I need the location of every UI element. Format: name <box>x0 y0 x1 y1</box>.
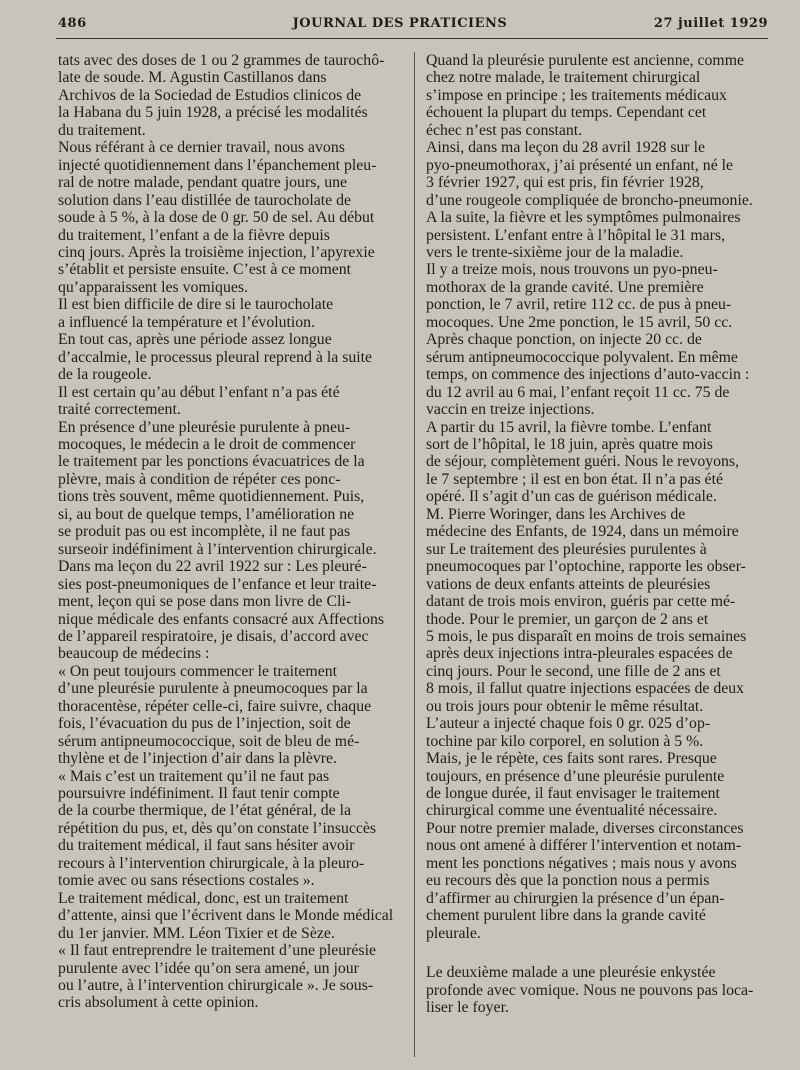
text-line: ou l’autre, à l’intervention chirurgicale ». Je sous- <box>58 977 374 995</box>
text-line: 8 mois, il fallut quatre injections espacées de deux <box>426 680 745 698</box>
text-line: eu recours dès que la ponction nous a permis <box>426 872 710 890</box>
text-line: Il est certain qu’au début l’enfant n’a pas été <box>58 383 340 401</box>
page-header <box>0 0 800 40</box>
text-line: tions très souvent, même quotidiennement. Puis, <box>58 488 365 506</box>
text-line: soude à 5 %, à la dose de 0 gr. 50 de sel. Au début <box>58 209 375 227</box>
text-line: surseoir indéfiniment à l’intervention chirurgicale. <box>58 540 377 558</box>
text-line: ment les ponctions négatives ; mais nous y avons <box>426 854 737 872</box>
text-line: 5 mois, le pus disparaît en moins de trois semaines <box>426 627 747 645</box>
text-line: qu’apparaissent les vomiques. <box>58 278 248 296</box>
text-line: injecté quotidiennement dans l’épanchement pleu- <box>58 156 377 174</box>
text-line: purulente avec l’idée qu’on sera amené, un jour <box>58 959 359 977</box>
text-line: Dans ma leçon du 22 avril 1922 sur : Les pleuré- <box>58 558 367 576</box>
text-line: d’affirmer au chirurgien la présence d’un épan- <box>426 889 725 907</box>
text-line: Mais, je le répète, ces faits sont rares. Presque <box>426 750 717 768</box>
text-line: sur Le traitement des pleurésies purulentes à <box>426 540 707 558</box>
text-line: après deux injections intra-pleurales espacées de <box>426 645 733 663</box>
text-line: Il y a treize mois, nous trouvons un pyo-pneu- <box>426 261 718 279</box>
text-line: tats avec des doses de 1 ou 2 grammes de taurochô- <box>58 52 385 69</box>
text-line: échouent la plupart du temps. Cependant cet <box>426 104 707 122</box>
text-line: cinq jours. Pour le second, une fille de 2 ans et <box>426 662 721 680</box>
text-line: A la suite, la fièvre et les symptômes pulmonaires <box>426 209 741 227</box>
text-line: beaucoup de médecins : <box>58 645 210 663</box>
text-line: s’impose en principe ; les traitements médicaux <box>426 86 727 104</box>
text-line: Quand la pleurésie purulente est ancienne, comme <box>426 52 745 69</box>
text-line: chement purulent libre dans la grande cavité <box>426 907 706 925</box>
text-line: tochine par kilo corporel, en solution à 5 %. <box>426 732 704 750</box>
text-line: Après chaque ponction, on injecte 20 cc. de <box>426 331 702 349</box>
text-line: chez notre malade, le traitement chirurgical <box>426 69 701 87</box>
text-line: de séjour, complètement guéri. Nous le revoyons, <box>426 453 740 471</box>
text-line: vaccin en treize injections. <box>426 401 595 419</box>
text-line: pleurale. <box>426 924 481 942</box>
text-line: thylène et de l’injection d’air dans la plèvre. <box>58 750 337 768</box>
text-line: nous ont amené à différer l’intervention et notam- <box>426 837 742 855</box>
text-line: du traitement. <box>58 121 146 139</box>
text-line: chirurgical comme une éventualité nécessaire. <box>426 802 718 820</box>
text-line: ral de notre malade, pendant quatre jours, une <box>58 174 348 192</box>
text-line: late de soude. M. Agustin Castillanos dans <box>58 69 327 87</box>
text-line: Pour notre premier malade, diverses circonstances <box>426 819 744 837</box>
text-line: mocoques, le médecin a le droit de commencer <box>58 435 356 453</box>
left-column <box>58 52 408 1012</box>
text-line: échec n’est pas constant. <box>426 121 583 139</box>
text-line: d’attente, ainsi que l’écrivent dans le Monde médical <box>58 907 394 925</box>
header-rule <box>56 38 768 39</box>
text-line: médecine des Enfants, de 1924, dans un mémoire <box>426 523 739 541</box>
text-line: temps, on commence des injections d’auto-vaccin : <box>426 366 750 384</box>
text-line: recours à l’intervention chirurgicale, à la pleuro- <box>58 854 365 872</box>
text-line: du traitement, l’enfant a de la fièvre depuis <box>58 226 330 244</box>
text-line: solution dans l’eau distillée de taurocholate de <box>58 191 352 209</box>
text-line: persistent. L’enfant entre à l’hôpital le 31 mars, <box>426 226 726 244</box>
text-line: En tout cas, après une période assez longue <box>58 331 332 349</box>
text-line: la Habana du 5 juin 1928, a précisé les modalités <box>58 104 368 122</box>
journal-title: JOURNAL DES PRATICIENS <box>292 16 508 31</box>
text-line: Le deuxième malade a une pleurésie enkystée <box>426 964 716 982</box>
text-line: Le traitement médical, donc, est un traitement <box>58 889 349 907</box>
text-line: Ainsi, dans ma leçon du 28 avril 1928 sur le <box>426 139 706 157</box>
text-line: d’accalmie, le processus pleural reprend à la suite <box>58 348 373 366</box>
text-line: pyo-pneumothorax, j’ai présenté un enfant, né le <box>426 156 734 174</box>
text-line: thode. Pour le premier, un garçon de 2 ans et <box>426 610 709 628</box>
issue-date: 27 juillet 1929 <box>653 16 768 31</box>
text-line: ment, leçon qui se pose dans mon livre de Cli- <box>58 593 352 611</box>
text-line: de longue durée, il faut envisager le traitement <box>426 785 720 803</box>
text-line: nique médicale des enfants consacré aux Affections <box>58 610 385 628</box>
text-line: se produit pas ou est incomplète, il ne faut pas <box>58 523 351 541</box>
text-line: Nous référant à ce dernier travail, nous avons <box>58 139 345 157</box>
text-line: de la courbe thermique, de l’état général, de la <box>58 802 351 820</box>
text-line: le 7 septembre ; il est en bon état. Il n’a pas été <box>426 470 723 488</box>
text-line: d’une rougeole compliquée de broncho-pneumonie. <box>426 191 753 209</box>
text-line: sies post-pneumoniques de l’enfance et leur traite- <box>58 575 377 593</box>
text-line: ou trois jours pour obtenir le même résultat. <box>426 697 704 715</box>
paragraph-gap <box>426 942 782 964</box>
text-line: M. Pierre Woringer, dans les Archives de <box>426 505 686 523</box>
text-line: « Il faut entreprendre le traitement d’une pleurésie <box>58 942 376 960</box>
text-line: mothorax de la grande cavité. Une première <box>426 278 704 296</box>
text-line: sérum antipneumococcique polyvalent. En même <box>426 348 738 366</box>
text-line: thoracentèse, répéter celle-ci, faire suivre, chaque <box>58 697 372 715</box>
text-line: poursuivre indéfiniment. Il faut tenir compte <box>58 785 340 803</box>
text-line: L’auteur a injecté chaque fois 0 gr. 025 d’op- <box>426 715 711 733</box>
text-line: sort de l’hôpital, le 18 juin, après quatre mois <box>426 435 713 453</box>
text-line: s’établit et persiste ensuite. C’est à ce moment <box>58 261 352 279</box>
text-line: Archivos de la Sociedad de Estudios clinicos de <box>58 86 362 104</box>
text-line: de la rougeole. <box>58 366 152 384</box>
text-line: vations de deux enfants atteints de pleurésies <box>426 575 711 593</box>
text-line: du 12 avril au 6 mai, l’enfant reçoit 11 cc. 75 de <box>426 383 730 401</box>
text-line: sérum antipneumococcique, soit de bleu de mé- <box>58 732 360 750</box>
text-line: profonde avec vomique. Nous ne pouvons pas loca- <box>426 981 754 999</box>
text-line: ponction, le 7 avril, retire 112 cc. de pus à pneu- <box>426 296 732 314</box>
text-line: datant de trois mois environ, guéris par cette mé- <box>426 593 736 611</box>
text-line: répétition du pus, et, dès qu’on constate l’insuccès <box>58 819 377 837</box>
text-line: « On peut toujours commencer le traitement <box>58 662 337 680</box>
text-line: Il est bien difficile de dire si le taurocholate <box>58 296 334 314</box>
text-line: « Mais c’est un traitement qu’il ne faut pas <box>58 767 330 785</box>
text-line: liser le foyer. <box>426 999 509 1017</box>
text-line: 3 février 1927, qui est pris, fin février 1928, <box>426 174 704 192</box>
text-line: traité correctement. <box>58 401 181 419</box>
text-line: le traitement par les ponctions évacuatrices de la <box>58 453 365 471</box>
text-line: mocoques. Une 2me ponction, le 15 avril, 50 cc. <box>426 313 733 331</box>
text-line: fois, l’évacuation du pus de l’injection, soit de <box>58 715 351 733</box>
page-number: 486 <box>58 16 87 31</box>
text-line: pneumocoques par l’optochine, rapporte les obser- <box>426 558 746 576</box>
text-line: a influencé la température et l’évolution. <box>58 313 316 331</box>
text-line: plèvre, mais à condition de répéter ces ponc- <box>58 470 341 488</box>
text-line: opéré. Il s’agit d’un cas de guérison médicale. <box>426 488 717 506</box>
text-line: toujours, en présence d’une pleurésie purulente <box>426 767 725 785</box>
text-line: du 1er janvier. MM. Léon Tixier et de Sèze. <box>58 924 335 942</box>
text-line: de l’appareil respiratoire, je disais, d’accord avec <box>58 627 369 645</box>
text-line: En présence d’une pleurésie purulente à pneu- <box>58 418 351 436</box>
text-line: cris absolument à cette opinion. <box>58 994 259 1012</box>
text-line: du traitement médical, il faut sans hésiter avoir <box>58 837 355 855</box>
text-line: d’une pleurésie purulente à pneumocoques par la <box>58 680 368 698</box>
text-line: vers le trente-sixième jour de la maladie. <box>426 243 684 261</box>
right-column <box>426 52 782 1016</box>
text-line: A partir du 15 avril, la fièvre tombe. L’enfant <box>426 418 712 436</box>
text-line: cinq jours. Après la troisième injection, l’apyrexie <box>58 243 375 261</box>
text-line: si, au bout de quelque temps, l’amélioration ne <box>58 505 355 523</box>
column-divider <box>414 52 415 1057</box>
text-line: tomie avec ou sans résections costales ». <box>58 872 315 890</box>
